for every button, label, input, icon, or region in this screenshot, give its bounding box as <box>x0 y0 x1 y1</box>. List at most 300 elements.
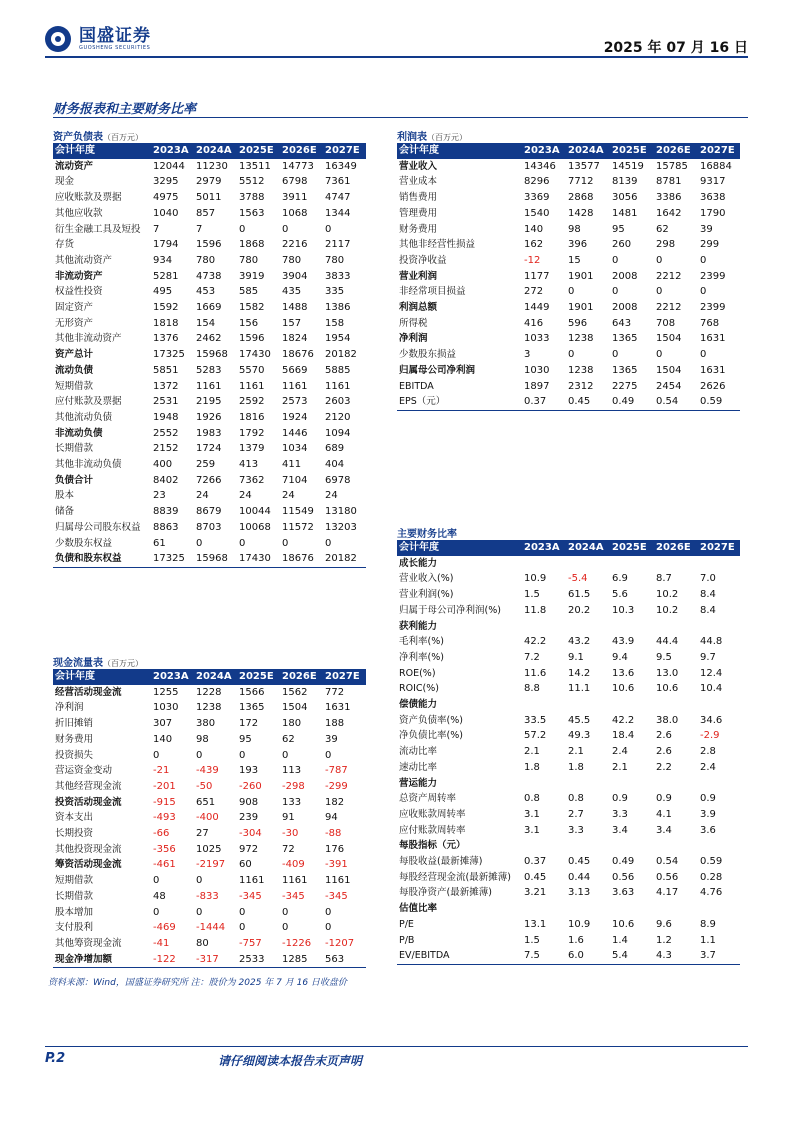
cell-value: 2573 <box>282 396 308 408</box>
cell-value: 0 <box>153 749 160 761</box>
table-row <box>397 760 740 776</box>
cell-value <box>524 556 568 572</box>
cell-value: 16349 <box>325 160 357 172</box>
row-label: 营业收入 <box>399 160 438 172</box>
cashflow-title-text: 现金流量表 <box>53 658 103 669</box>
row-label: 负债和股东权益 <box>53 551 153 567</box>
cell-value <box>656 556 700 572</box>
cell-value: 8.4 <box>700 604 716 616</box>
cell-value: 10044 <box>239 506 271 518</box>
column-header: 会计年度 <box>53 669 153 685</box>
cell-value: 0 <box>196 906 203 918</box>
cell-value: 3.3 <box>612 808 628 820</box>
cell-value: 435 <box>282 286 302 298</box>
cell-value: -122 <box>153 952 196 968</box>
table-row <box>397 885 740 901</box>
cell-value: 11572 <box>282 521 314 533</box>
cell-value: -66 <box>153 828 170 840</box>
row-label: 速动比率 <box>399 761 438 773</box>
row-label: 现金 <box>55 176 75 188</box>
cell-value: 380 <box>196 718 216 730</box>
cell-value: 3.4 <box>612 824 628 836</box>
table-row <box>397 556 740 572</box>
balance-sheet-title-text: 资产负债表 <box>53 132 103 143</box>
cell-value: 42.2 <box>612 714 635 726</box>
cell-value: -493 <box>153 812 176 824</box>
table-row <box>53 905 366 921</box>
cell-value: 1488 <box>282 302 308 314</box>
cell-value: 1563 <box>239 207 265 219</box>
cell-value: 72 <box>282 843 295 855</box>
table-row <box>397 838 740 854</box>
cell-value: 2868 <box>568 192 594 204</box>
row-label: 其他筹资现金流 <box>55 937 122 949</box>
row-label: 每股收益(最新摊薄) <box>399 856 483 868</box>
cell-value: 39 <box>700 223 713 235</box>
cell-value: 193 <box>239 765 259 777</box>
cell-value: 91 <box>282 812 295 824</box>
row-label: 每股净资产(最新摊薄) <box>399 887 492 899</box>
cell-value: -757 <box>239 937 262 949</box>
cell-value: 7 <box>196 223 203 235</box>
row-label: 应收账款及票据 <box>55 192 122 204</box>
row-label: 资产总计 <box>55 349 94 361</box>
cell-value: 1161 <box>325 380 351 392</box>
cell-value: 4.76 <box>700 887 723 899</box>
cell-value: 972 <box>239 843 259 855</box>
cell-value: 272 <box>524 286 544 298</box>
cell-value: 158 <box>325 317 345 329</box>
row-label: 营业利润(%) <box>399 589 454 601</box>
cell-value: 1824 <box>282 333 308 345</box>
cell-value: 0 <box>612 286 619 298</box>
cell-value <box>524 776 568 792</box>
cell-value: 0 <box>282 922 289 934</box>
row-label: 营业收入(%) <box>399 573 454 585</box>
cell-value: 0 <box>239 749 246 761</box>
table-row <box>53 284 366 300</box>
cell-value: 5669 <box>282 364 308 376</box>
table-row <box>53 763 366 779</box>
cell-value: 98 <box>196 733 209 745</box>
row-label: 折旧摊销 <box>55 718 94 730</box>
cell-value <box>700 776 740 792</box>
cell-value: -2197 <box>196 859 226 871</box>
cell-value <box>568 556 612 572</box>
table-row <box>53 700 366 716</box>
cell-value: -1207 <box>325 937 355 949</box>
cell-value: 651 <box>196 796 216 808</box>
row-label: 净利率(%) <box>399 651 444 663</box>
cell-value: 1504 <box>656 333 682 345</box>
cell-value: 2.4 <box>700 761 716 773</box>
cell-value: 6.9 <box>612 573 628 585</box>
cell-value: 857 <box>196 207 216 219</box>
cell-value: 13203 <box>325 521 357 533</box>
cell-value: 2312 <box>568 380 594 392</box>
row-label: 每股经营现金流(最新摊薄) <box>399 871 511 883</box>
table-row <box>397 174 740 190</box>
cell-value: 12.4 <box>700 667 723 679</box>
row-label: 营运能力 <box>399 777 438 789</box>
cell-value: 1238 <box>568 333 594 345</box>
cell-value: 43.9 <box>612 636 635 648</box>
column-header: 会计年度 <box>397 540 524 556</box>
cell-value: 49.3 <box>568 730 591 742</box>
cell-value: 2120 <box>325 411 351 423</box>
cell-value: 1983 <box>196 427 222 439</box>
cell-value: 3.7 <box>700 948 740 964</box>
table-row <box>53 685 366 701</box>
cell-value: 0 <box>568 349 575 361</box>
balance-sheet-title <box>53 128 143 143</box>
cell-value: 4975 <box>153 192 179 204</box>
table-row <box>397 854 740 870</box>
cell-value: 1794 <box>153 239 179 251</box>
cell-value: 8139 <box>612 176 638 188</box>
cell-value: 33.5 <box>524 714 547 726</box>
row-label: ROE(%) <box>399 667 436 679</box>
cashflow-table <box>53 669 366 968</box>
cell-value: -915 <box>153 796 176 808</box>
cell-value: 0 <box>656 349 663 361</box>
table-row <box>397 222 740 238</box>
cell-value: 0 <box>612 349 619 361</box>
cell-value: 0.44 <box>568 871 591 883</box>
cell-value: 44.4 <box>656 636 679 648</box>
cell-value: 643 <box>612 317 632 329</box>
cell-value: 1481 <box>612 207 638 219</box>
cell-value <box>656 697 700 713</box>
cell-value: 20182 <box>325 349 357 361</box>
cell-value: 15 <box>568 254 581 266</box>
cell-value: 10068 <box>239 521 271 533</box>
cell-value <box>524 619 568 635</box>
cell-value: 11549 <box>282 506 314 518</box>
cell-value: 16884 <box>700 160 732 172</box>
table-row <box>397 379 740 395</box>
cell-value: 27 <box>196 828 209 840</box>
table-row <box>397 901 740 917</box>
cell-value: 0.49 <box>612 856 635 868</box>
table-row <box>397 300 740 316</box>
cell-value: 8402 <box>153 474 179 486</box>
row-label: 负债合计 <box>55 474 94 486</box>
cell-value: 172 <box>239 718 259 730</box>
cell-value <box>656 901 700 917</box>
cell-value: 260 <box>612 239 632 251</box>
cell-value <box>700 838 740 854</box>
row-label: 非流动负债 <box>55 427 103 439</box>
cell-value: 3911 <box>282 192 308 204</box>
table-row <box>397 744 740 760</box>
cell-value: 0 <box>700 286 707 298</box>
balance-sheet-table <box>53 143 366 568</box>
table-row <box>397 394 740 410</box>
table-row <box>397 571 740 587</box>
row-label: 现金净增加额 <box>53 952 153 968</box>
row-label: 资产负债率(%) <box>399 714 463 726</box>
row-label: 利润总额 <box>399 302 438 314</box>
table-row <box>397 603 740 619</box>
cell-value: 13180 <box>325 506 357 518</box>
cell-value: 1376 <box>153 333 179 345</box>
cell-value: 1.5 <box>524 589 540 601</box>
cell-value: 0.49 <box>612 394 656 410</box>
cell-value: 9.4 <box>612 651 628 663</box>
cell-value: -2.9 <box>700 730 720 742</box>
cell-value: 10.6 <box>656 683 679 695</box>
cell-value: 1926 <box>196 411 222 423</box>
column-header: 2026E <box>282 669 325 685</box>
table-row <box>53 379 366 395</box>
cell-value: 17325 <box>153 551 196 567</box>
row-label: 投资损失 <box>55 749 94 761</box>
row-label: 长期投资 <box>55 828 94 840</box>
cell-value: 0 <box>196 537 203 549</box>
table-row <box>53 795 366 811</box>
row-label: 非经常项目损益 <box>399 286 466 298</box>
cell-value: 5.4 <box>612 948 656 964</box>
cell-value: 1897 <box>524 380 550 392</box>
cell-value: 8781 <box>656 176 682 188</box>
cell-value: 1724 <box>196 443 222 455</box>
table-row <box>397 728 740 744</box>
cell-value: -833 <box>196 890 219 902</box>
table-row <box>53 732 366 748</box>
cell-value: -469 <box>153 922 176 934</box>
cell-value: 7 <box>153 223 160 235</box>
cell-value: 10.9 <box>524 573 547 585</box>
cell-value: 1040 <box>153 207 179 219</box>
cell-value: 0.54 <box>656 394 700 410</box>
cell-value: 62 <box>656 223 669 235</box>
column-header: 2027E <box>325 669 366 685</box>
table-row <box>397 363 740 379</box>
cell-value: 1161 <box>239 380 265 392</box>
cell-value: 17430 <box>239 551 282 567</box>
cell-value: 39 <box>325 733 338 745</box>
row-label: 短期借款 <box>55 380 94 392</box>
row-label: 流动资产 <box>55 160 94 172</box>
cell-value: 585 <box>239 286 259 298</box>
cell-value: 1.5 <box>524 934 540 946</box>
cell-value: 140 <box>153 733 173 745</box>
income-statement-title <box>397 128 467 143</box>
cell-value: 17325 <box>153 349 185 361</box>
cell-value: 1504 <box>656 364 682 376</box>
table-row <box>397 284 740 300</box>
table-row <box>53 174 366 190</box>
column-header: 2023A <box>153 669 196 685</box>
cell-value: 1642 <box>656 207 682 219</box>
cell-value: 5885 <box>325 364 351 376</box>
cell-value: -260 <box>239 780 262 792</box>
cell-value: 2603 <box>325 396 351 408</box>
cell-value <box>568 901 612 917</box>
cell-value: 1428 <box>568 207 594 219</box>
cell-value: 6.0 <box>568 948 612 964</box>
cell-value: 7712 <box>568 176 594 188</box>
cell-value: 0.37 <box>524 856 547 868</box>
row-label: 净利润 <box>399 333 428 345</box>
cell-value: 3.13 <box>568 887 591 899</box>
table-row <box>53 842 366 858</box>
cell-value: 24 <box>282 490 295 502</box>
table-row <box>397 948 740 964</box>
table-row <box>53 952 366 968</box>
row-label: 流动比率 <box>399 746 438 758</box>
cell-value: 0 <box>325 223 332 235</box>
table-row <box>53 331 366 347</box>
cell-value <box>656 838 700 854</box>
table-row <box>53 269 366 285</box>
source-footnote: 资料来源：Wind，国盛证券研究所 注：股价为 2025 年 7 月 16 日收盘价 <box>48 978 347 988</box>
column-header: 会计年度 <box>397 143 524 159</box>
cell-value: 14773 <box>282 160 314 172</box>
cell-value: 156 <box>239 317 259 329</box>
column-header: 2024A <box>568 540 612 556</box>
cell-value: 0 <box>153 906 160 918</box>
table-row <box>397 870 740 886</box>
column-header: 2024A <box>196 669 239 685</box>
cell-value: 11230 <box>196 160 228 172</box>
cell-value: 44.8 <box>700 636 723 648</box>
cell-value: 1386 <box>325 302 351 314</box>
cell-value: 1.4 <box>612 934 628 946</box>
cell-value <box>656 776 700 792</box>
table-row <box>397 269 740 285</box>
cell-value: 188 <box>325 718 345 730</box>
table-row <box>397 190 740 206</box>
cell-value: 0 <box>325 922 332 934</box>
cell-value: 0.37 <box>524 394 568 410</box>
cell-value: 1562 <box>282 686 308 698</box>
cell-value: 1344 <box>325 207 351 219</box>
cell-value: -304 <box>239 828 262 840</box>
table-row <box>53 857 366 873</box>
cell-value: 38.0 <box>656 714 679 726</box>
cell-value: 1161 <box>282 380 308 392</box>
income-statement-unit: （百万元） <box>427 133 467 142</box>
table-row <box>53 551 366 567</box>
table-row <box>397 331 740 347</box>
column-header: 会计年度 <box>53 143 153 159</box>
cell-value: 15785 <box>656 160 688 172</box>
cell-value: 9317 <box>700 176 726 188</box>
row-label: 毛利率(%) <box>399 636 444 648</box>
cell-value: 1238 <box>196 702 222 714</box>
cell-value: 1.8 <box>524 761 540 773</box>
cell-value: 1365 <box>239 702 265 714</box>
brand-name: 国盛证券 <box>79 25 151 46</box>
table-row <box>53 889 366 905</box>
cell-value: 20.2 <box>568 604 591 616</box>
cell-value: 1901 <box>568 302 594 314</box>
page-number: P.2 <box>45 1051 66 1066</box>
cell-value: 10.4 <box>700 683 723 695</box>
cell-value: -50 <box>196 780 213 792</box>
cell-value: 1818 <box>153 317 179 329</box>
cell-value: 18676 <box>282 551 325 567</box>
cell-value: -298 <box>282 780 305 792</box>
table-row <box>53 347 366 363</box>
cell-value: 8679 <box>196 506 222 518</box>
cell-value: 2626 <box>700 380 726 392</box>
cell-value: 154 <box>196 317 216 329</box>
cell-value: 2.7 <box>568 808 584 820</box>
cell-value: 60 <box>239 859 252 871</box>
cell-value: 1365 <box>612 364 638 376</box>
cell-value <box>612 697 656 713</box>
row-label: 估值比率 <box>399 903 438 915</box>
cell-value: 2.2 <box>656 761 672 773</box>
cell-value: 0 <box>568 286 575 298</box>
table-row <box>53 316 366 332</box>
cell-value: 3638 <box>700 192 726 204</box>
table-row <box>397 697 740 713</box>
cell-value: 2454 <box>656 380 682 392</box>
cell-value: 1816 <box>239 411 265 423</box>
cell-value: 1954 <box>325 333 351 345</box>
cell-value: -391 <box>325 859 348 871</box>
cell-value: 8.4 <box>700 589 716 601</box>
cell-value: -12 <box>524 254 541 266</box>
row-label: ROIC(%) <box>399 683 439 695</box>
cell-value: 7.0 <box>700 573 716 585</box>
cell-value: 3904 <box>282 270 308 282</box>
row-label: 管理费用 <box>399 207 438 219</box>
cell-value: 1868 <box>239 239 265 251</box>
cell-value: 8.7 <box>656 573 672 585</box>
cell-value: 396 <box>568 239 588 251</box>
table-row <box>397 206 740 222</box>
cell-value: 23 <box>153 490 166 502</box>
cell-value: 768 <box>700 317 720 329</box>
cell-value: 2117 <box>325 239 351 251</box>
cell-value: 2.6 <box>656 746 672 758</box>
column-header: 2024A <box>196 143 239 159</box>
cell-value: 1446 <box>282 427 308 439</box>
cell-value: 80 <box>196 937 209 949</box>
column-header: 2027E <box>700 540 740 556</box>
row-label: 归属母公司净利润 <box>399 364 476 376</box>
cell-value: 7.5 <box>524 948 568 964</box>
table-row <box>53 206 366 222</box>
cell-value: 14.2 <box>568 667 591 679</box>
cell-value: -299 <box>325 780 348 792</box>
table-row <box>397 634 740 650</box>
cell-value: 0 <box>239 223 246 235</box>
cell-value <box>612 838 656 854</box>
cell-value: 1030 <box>524 364 550 376</box>
cell-value: 772 <box>325 686 345 698</box>
cell-value: 12044 <box>153 160 185 172</box>
cell-value: 1669 <box>196 302 222 314</box>
cell-value: 2462 <box>196 333 222 345</box>
cell-value: 2.1 <box>612 761 628 773</box>
cell-value: -356 <box>153 843 176 855</box>
row-label: 偿债能力 <box>399 699 438 711</box>
cell-value: 3788 <box>239 192 265 204</box>
cell-value: 1033 <box>524 333 550 345</box>
table-row <box>397 587 740 603</box>
cell-value: 1161 <box>196 380 222 392</box>
row-label: 流动负债 <box>55 364 94 376</box>
cell-value: 1161 <box>282 875 308 887</box>
footer-divider <box>45 1046 748 1047</box>
cell-value: 1631 <box>700 333 726 345</box>
